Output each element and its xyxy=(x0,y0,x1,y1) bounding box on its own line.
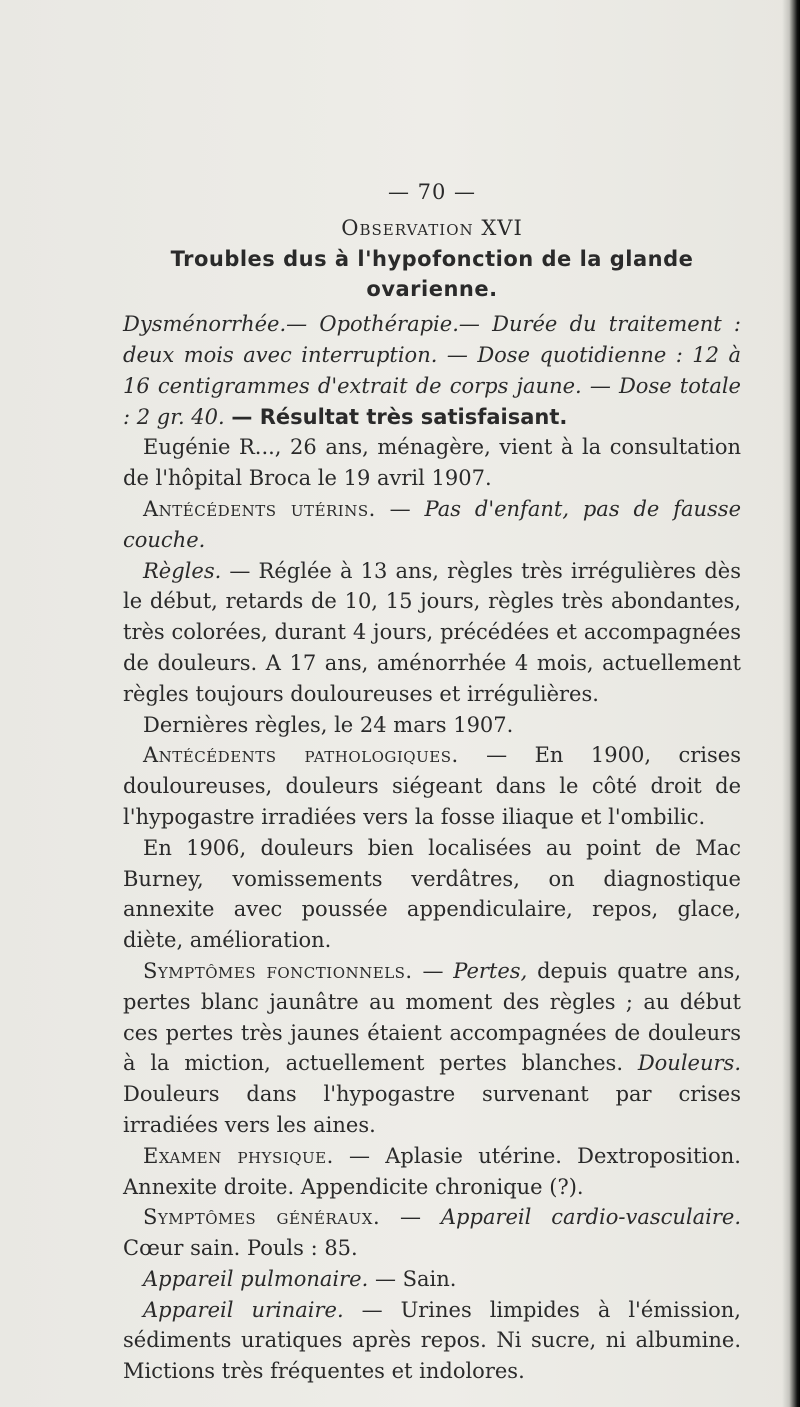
appareil-pulmonaire-text: — Sain. xyxy=(368,1266,457,1291)
pertes-label: Pertes, xyxy=(453,958,528,983)
antecedents-uterins-paragraph xyxy=(123,494,741,556)
antecedents-pathologiques-label: Antécédents pathologiques. xyxy=(143,743,459,768)
symptomes-generaux-label: Symptômes généraux. xyxy=(143,1205,381,1230)
antecedents-uterins-text: Pas d'enfant, pas de fausse couche. xyxy=(123,496,741,552)
examen-physique-text: — Aplasie utérine. Dextroposition. Annexite droite. Appendicite chronique (?). xyxy=(123,1143,741,1199)
symptomes-generaux-sep: — xyxy=(380,1205,441,1230)
appareil-pulmonaire-label: Appareil pulmonaire. xyxy=(143,1266,369,1291)
symptomes-fonctionnels-paragraph xyxy=(123,956,741,1141)
appareil-urinaire-text: — Urines limpides à l'émission, sédiments uratiques après repos. Ni sucre, ni albumine. Mictions très fréquentes et indolores. xyxy=(123,1297,741,1384)
summary-result: — Résultat très satisfaisant. xyxy=(231,404,568,429)
antecedents-uterins-label: Antécédents utérins. xyxy=(143,496,376,521)
summary-paragraph xyxy=(123,309,741,432)
examen-physique-paragraph xyxy=(123,1141,741,1203)
douleurs-text: Douleurs dans l'hypogastre survenant par crises irradiées vers les aines. xyxy=(123,1082,741,1137)
regles-text: — Réglée à 13 ans, règles très irrégulières dès le début, retards de 10, 15 jours, règles très abondantes, très colorées, durant 4 jours, précédées et accompagnées de douleurs. A 17 ans, aménorrhée 4 mois, actuellement règles toujours douloureuses et irrégulières. xyxy=(123,558,741,706)
douleurs-label: Douleurs. xyxy=(637,1051,741,1076)
regles-label: Règles. xyxy=(143,558,222,583)
page-number: — 70 — xyxy=(387,180,477,204)
antecedents-pathologiques-text: — En 1900, crises douloureuses, douleurs siégeant dans le côté droit de l'hypogastre irradiées vers la fosse iliaque et l'ombilic. xyxy=(123,743,741,829)
antecedents-uterins-sep: — xyxy=(375,496,425,521)
pertes-text: depuis quatre ans, pertes blanc jaunâtre au moment des règles ; au début ces pertes très jaunes étaient accompagnées de douleurs à la miction, actuellement pertes blanches. xyxy=(123,958,741,1076)
appareil-cardio-text: Cœur sain. Pouls : 85. xyxy=(123,1236,358,1261)
appareil-urinaire-paragraph xyxy=(123,1295,741,1387)
symptomes-fonctionnels-sep: — xyxy=(412,958,454,983)
appareil-pulmonaire-paragraph xyxy=(123,1264,741,1295)
examen-physique-label: Examen physique. xyxy=(143,1143,334,1168)
symptomes-generaux-paragraph xyxy=(123,1202,741,1264)
appareil-urinaire-label: Appareil urinaire. xyxy=(143,1297,344,1322)
antecedents-pathologiques-paragraph xyxy=(123,740,741,832)
binding-edge-shadow xyxy=(782,0,800,1407)
page-text xyxy=(123,177,741,1387)
observation-title: Observation XVI xyxy=(341,215,523,240)
summary-italic: Dysménorrhée.— Opothérapie.— Durée du traitement : deux mois avec interruption. — Dose quotidienne : 12 à 16 centigrammes d'extrait de corps jaune. — Dose totale : 2 gr. 40. xyxy=(123,312,741,429)
section-heading: Troubles dus à l'hypofonction de la glande ovarienne. xyxy=(170,246,694,302)
appareil-cardio-label: Appareil cardio-vasculaire. xyxy=(440,1205,741,1230)
regles-paragraph xyxy=(123,556,741,710)
intro-paragraph: Eugénie R..., 26 ans, ménagère, vient à la consultation de l'hôpital Broca le 19 avril 1907. xyxy=(123,435,741,491)
symptomes-fonctionnels-label: Symptômes fonctionnels. xyxy=(143,958,413,983)
dernieres-regles-paragraph: Dernières règles, le 24 mars 1907. xyxy=(143,712,514,737)
en-1906-paragraph: En 1906, douleurs bien localisées au point de Mac Burney, vomissements verdâtres, on diagnostique annexite avec poussée appendiculaire, repos, glace, diète, amélioration. xyxy=(123,835,741,953)
